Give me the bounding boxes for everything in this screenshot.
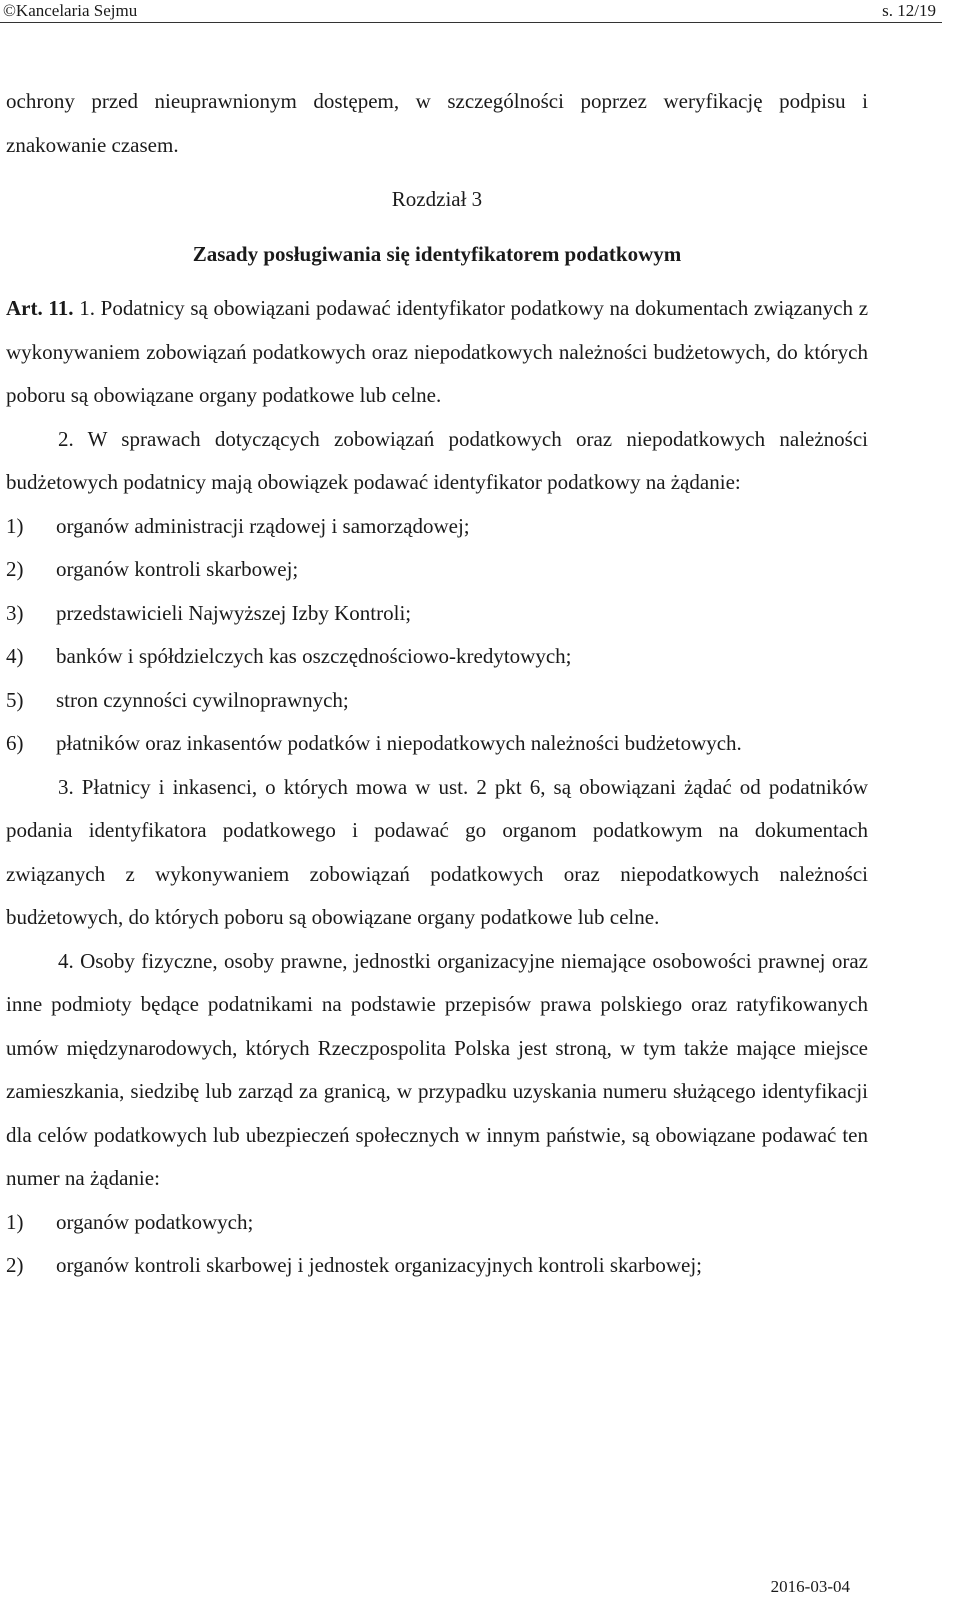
page-footer-date: 2016-03-04 [770,1577,850,1596]
chapter-title: Zasady posługiwania się identyfikatorem podatkowym [192,241,682,266]
list-item-text: organów kontroli skarbowej; [56,557,299,581]
page-number: s. 12/19 [882,1,936,20]
list-item-text: organów podatkowych; [56,1209,254,1234]
article-ust-1 [6,287,868,418]
ust-2-intro: 2. W sprawach dotyczących zobowiązań podatkowych oraz niepodatkowych należności budżetowych podatnicy mają obowiązek podawać identyfikator podatkowy na żądanie: [6,426,868,494]
ust-3-paragraph: 3. Płatnicy i inkasenci, o których mowa w ust. 2 pkt 6, są obowiązani żądać od podatników podania identyfikatora podatkowego i podawać go organom podatkowym na dokumentach związanych z wykonywaniem zobowiązań podatkowych oraz niepodatkowych należności budżetowych, do których poboru są obowiązane organy podatkowe lub celne. [6,774,868,929]
list-item-text: organów administracji rządowej i samorządowej; [56,513,470,538]
list-item-text: stron czynności cywilnoprawnych; [56,687,349,712]
list-item [6,592,868,636]
list-item-text: banków i spółdzielczych kas oszczędnościowo-kredytowych; [56,644,572,668]
copyright-label: ©Kancelaria Sejmu [3,1,138,20]
article-label: Art. 11. [6,296,74,320]
list-item-number: 3) [6,600,24,625]
list-item-text: przedstawicieli Najwyższej Izby Kontroli; [56,600,412,625]
list-item [6,722,868,766]
ust-1-text: 1. Podatnicy są obowiązani podawać identyfikator podatkowy na dokumentach związanych z wykonywaniem zobowiązań podatkowych oraz niepodatkowych należności budżetowych, do których poboru są obowiązane organy podatkowe lub celne. [6,296,869,407]
chapter-number: Rozdział 3 [391,187,483,211]
page-header [0,0,942,24]
list-item [6,635,868,679]
list-item [6,1201,868,1245]
list-item-text: organów kontroli skarbowej i jednostek organizacyjnych kontroli skarbowej; [56,1253,702,1277]
header-divider [0,22,942,23]
ust-2-list [6,505,868,766]
intro-paragraph: ochrony przed nieuprawnionym dostępem, w szczególności poprzez weryfikację podpisu i znakowanie czasem. [6,89,868,157]
list-item-number: 4) [6,644,24,668]
list-item [6,1244,868,1288]
list-item [6,505,868,549]
list-item-number: 2) [6,557,24,581]
list-item-number: 5) [6,687,24,712]
list-item-number: 1) [6,1209,24,1234]
list-item [6,548,868,592]
list-item-text: płatników oraz inkasentów podatków i niepodatkowych należności budżetowych. [56,731,742,755]
document-body [6,80,868,1288]
list-item-number: 2) [6,1253,24,1277]
ust-4-list [6,1201,868,1288]
list-item-number: 1) [6,513,24,538]
list-item-number: 6) [6,731,24,755]
list-item [6,679,868,723]
ust-4-intro: 4. Osoby fizyczne, osoby prawne, jednostki organizacyjne niemające osobowości prawnej oraz inne podmioty będące podatnikami na podstawie przepisów prawa polskiego oraz ratyfikowanych umów międzynarodowych, których Rzeczpospolita Polska jest stroną, w tym także mające miejsce zamieszkania, siedzibę lub zarząd za granicą, w przypadku uzyskania numeru służącego identyfikacji dla celów podatkowych lub ubezpieczeń społecznych w innym państwie, są obowiązane podawać ten numer na żądanie: [6,948,868,1190]
